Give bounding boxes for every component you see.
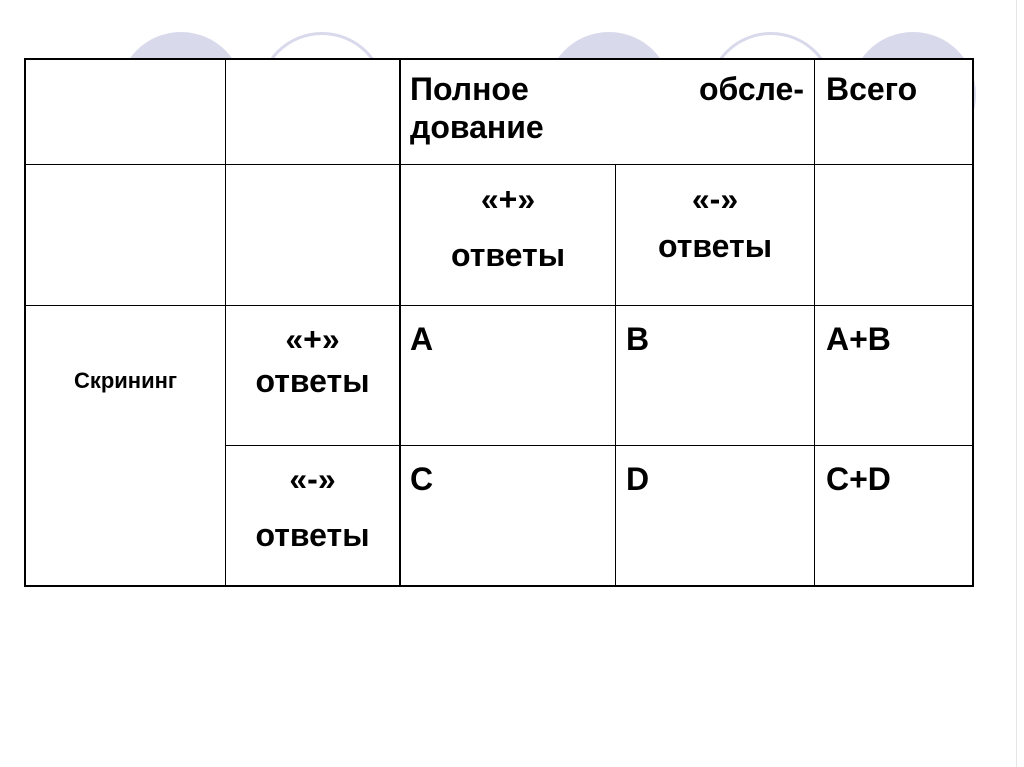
col-header-negative [616, 180, 814, 265]
table-rule [399, 58, 401, 587]
table-rule [226, 445, 974, 446]
cell-a: A [410, 321, 434, 357]
col-header-symbol: «+» [480, 181, 536, 217]
cell-c: C [410, 461, 434, 497]
row-header-symbol: «-» [289, 461, 336, 497]
col-header-label: ответы [450, 237, 566, 273]
header-title-part: Полное [410, 71, 529, 107]
header-title-part: дование [410, 109, 544, 145]
cell-d: D [626, 461, 650, 497]
header-title-part: обсле- [698, 71, 804, 107]
table-border-left [24, 58, 26, 587]
table-border-right [972, 58, 974, 587]
cell-c-plus-d: C+D [826, 461, 891, 497]
cell-a-plus-b: A+B [826, 321, 891, 357]
row-header-label: ответы [255, 517, 370, 553]
row-header-negative [226, 460, 399, 554]
header-full-examination [410, 70, 804, 146]
slide-edge [1016, 0, 1017, 767]
table-border-top [24, 58, 974, 60]
col-header-positive [401, 180, 615, 274]
cell-b: B [626, 321, 650, 357]
table-rule [24, 305, 974, 306]
table-rule [24, 164, 974, 165]
col-header-symbol: «-» [691, 181, 739, 217]
header-total: Всего [826, 71, 918, 107]
row-header-symbol: «+» [285, 321, 340, 357]
row-group-screening: Скрининг [73, 368, 178, 393]
row-header-positive [226, 320, 399, 400]
table-border-bottom [24, 585, 974, 587]
col-header-label: ответы [657, 228, 773, 264]
row-header-label: ответы [255, 363, 370, 399]
table-rule [814, 58, 815, 587]
